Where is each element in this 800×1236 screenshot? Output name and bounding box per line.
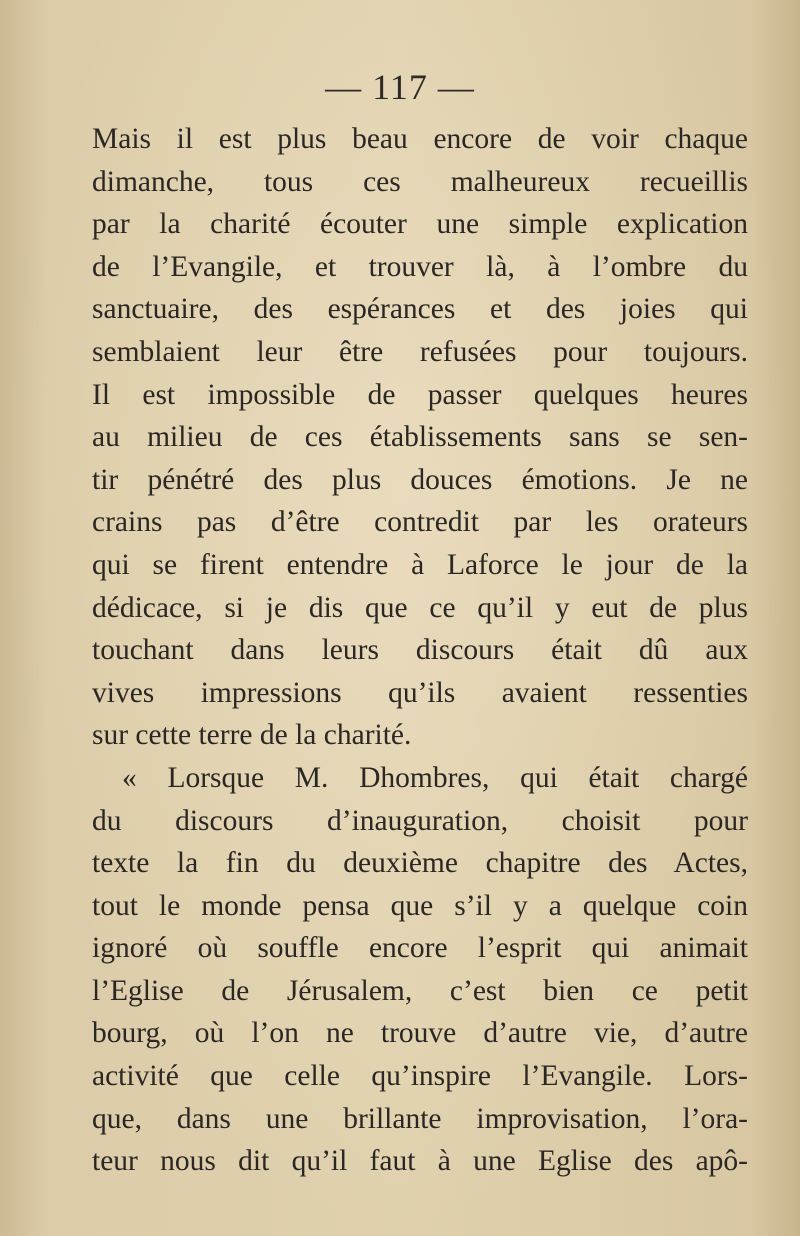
text-line: « Lorsque M. Dhombres, qui était chargé <box>122 761 748 794</box>
text-line: semblaient leur être refusées pour toujours. <box>92 335 748 368</box>
text-line: de l’Evangile, et trouver là, à l’ombre du <box>92 250 748 283</box>
text-line: vives impressions qu’ils avaient ressenties <box>92 676 748 709</box>
text-line: Il est impossible de passer quelques heures <box>92 378 748 411</box>
paragraph-1 <box>92 118 748 757</box>
text-line: touchant dans leurs discours était dû aux <box>92 634 748 667</box>
text-line: sanctuaire, des espérances et des joies qui <box>92 293 748 326</box>
text-line: sur cette terre de la charité. <box>92 719 412 752</box>
text-line: l’Eglise de Jérusalem, c’est bien ce petit <box>92 974 748 1007</box>
text-line: du discours d’inauguration, choisit pour <box>92 804 748 837</box>
text-line: tout le monde pensa que s’il y a quelque coin <box>92 889 748 922</box>
text-line: texte la fin du deuxième chapitre des Actes, <box>92 847 748 880</box>
text-line: dédicace, si je dis que ce qu’il y eut de plus <box>92 591 748 624</box>
text-line: ignoré où souffle encore l’esprit qui animait <box>92 932 748 965</box>
text-line: qui se firent entendre à Laforce le jour de la <box>92 548 748 581</box>
text-line: tir pénétré des plus douces émotions. Je ne <box>92 463 748 496</box>
text-line: dimanche, tous ces malheureux recueillis <box>92 165 748 198</box>
text-line: que, dans une brillante improvisation, l’ora- <box>92 1102 748 1135</box>
text-line: crains pas d’être contredit par les orateurs <box>92 506 748 539</box>
text-line: au milieu de ces établissements sans se sen- <box>92 421 748 454</box>
paragraph-2 <box>92 757 748 1183</box>
body-text <box>92 118 748 1183</box>
text-line: teur nous dit qu’il faut à une Eglise des apô- <box>92 1145 748 1178</box>
text-line: bourg, où l’on ne trouve d’autre vie, d’autre <box>92 1017 748 1050</box>
text-line: activité que celle qu’inspire l’Evangile. Lors- <box>92 1060 748 1093</box>
text-line: Mais il est plus beau encore de voir chaque <box>92 123 748 155</box>
page-number: — 117 — <box>325 67 475 107</box>
text-line: par la charité écouter une simple explication <box>92 208 748 241</box>
